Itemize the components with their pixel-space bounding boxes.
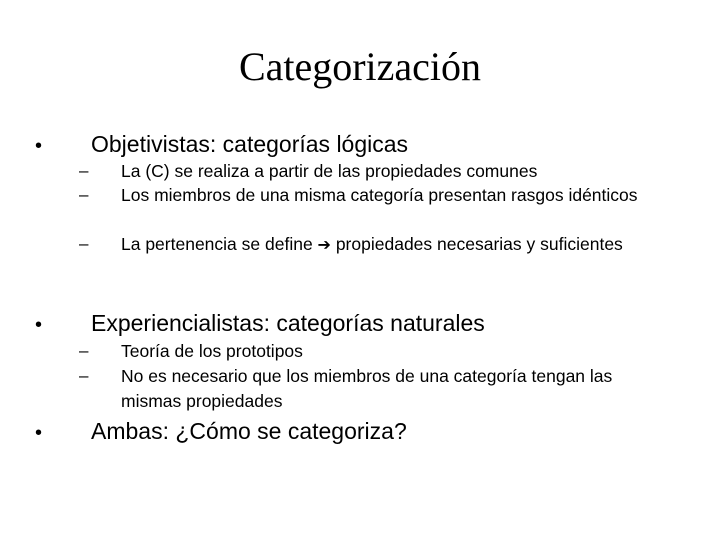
dash-icon: – [79,234,89,253]
dash-icon: – [79,185,89,204]
list-item: No es necesario que los miembros de una categoría tengan las mismas propiedades [121,366,613,411]
slide-title: Categorización [238,44,482,89]
bullet-icon: • [35,422,43,444]
list-item: Los miembros de una misma categoría presentan rasgos idénticos [121,185,638,205]
list-item-text-before: La pertenencia se define [121,234,313,254]
bullet-icon: • [35,135,43,157]
list-item: Teoría de los prototipos [121,341,303,361]
section-heading-ambas: Ambas: ¿Cómo se categoriza? [91,418,407,444]
section-heading-objetivistas: Objetivistas: categorías lógicas [91,131,409,157]
dash-icon: – [79,366,89,385]
dash-icon: – [79,161,89,180]
list-item [121,232,681,258]
list-item-text-after: propiedades necesarias y suficientes [335,234,623,254]
dash-icon: – [79,341,89,360]
section-heading-experiencialistas: Experiencialistas: categorías naturales [91,310,485,336]
arrow-right-icon: ➔ [317,235,331,254]
list-item: La (C) se realiza a partir de las propiedades comunes [121,161,538,181]
bullet-icon: • [35,314,43,336]
